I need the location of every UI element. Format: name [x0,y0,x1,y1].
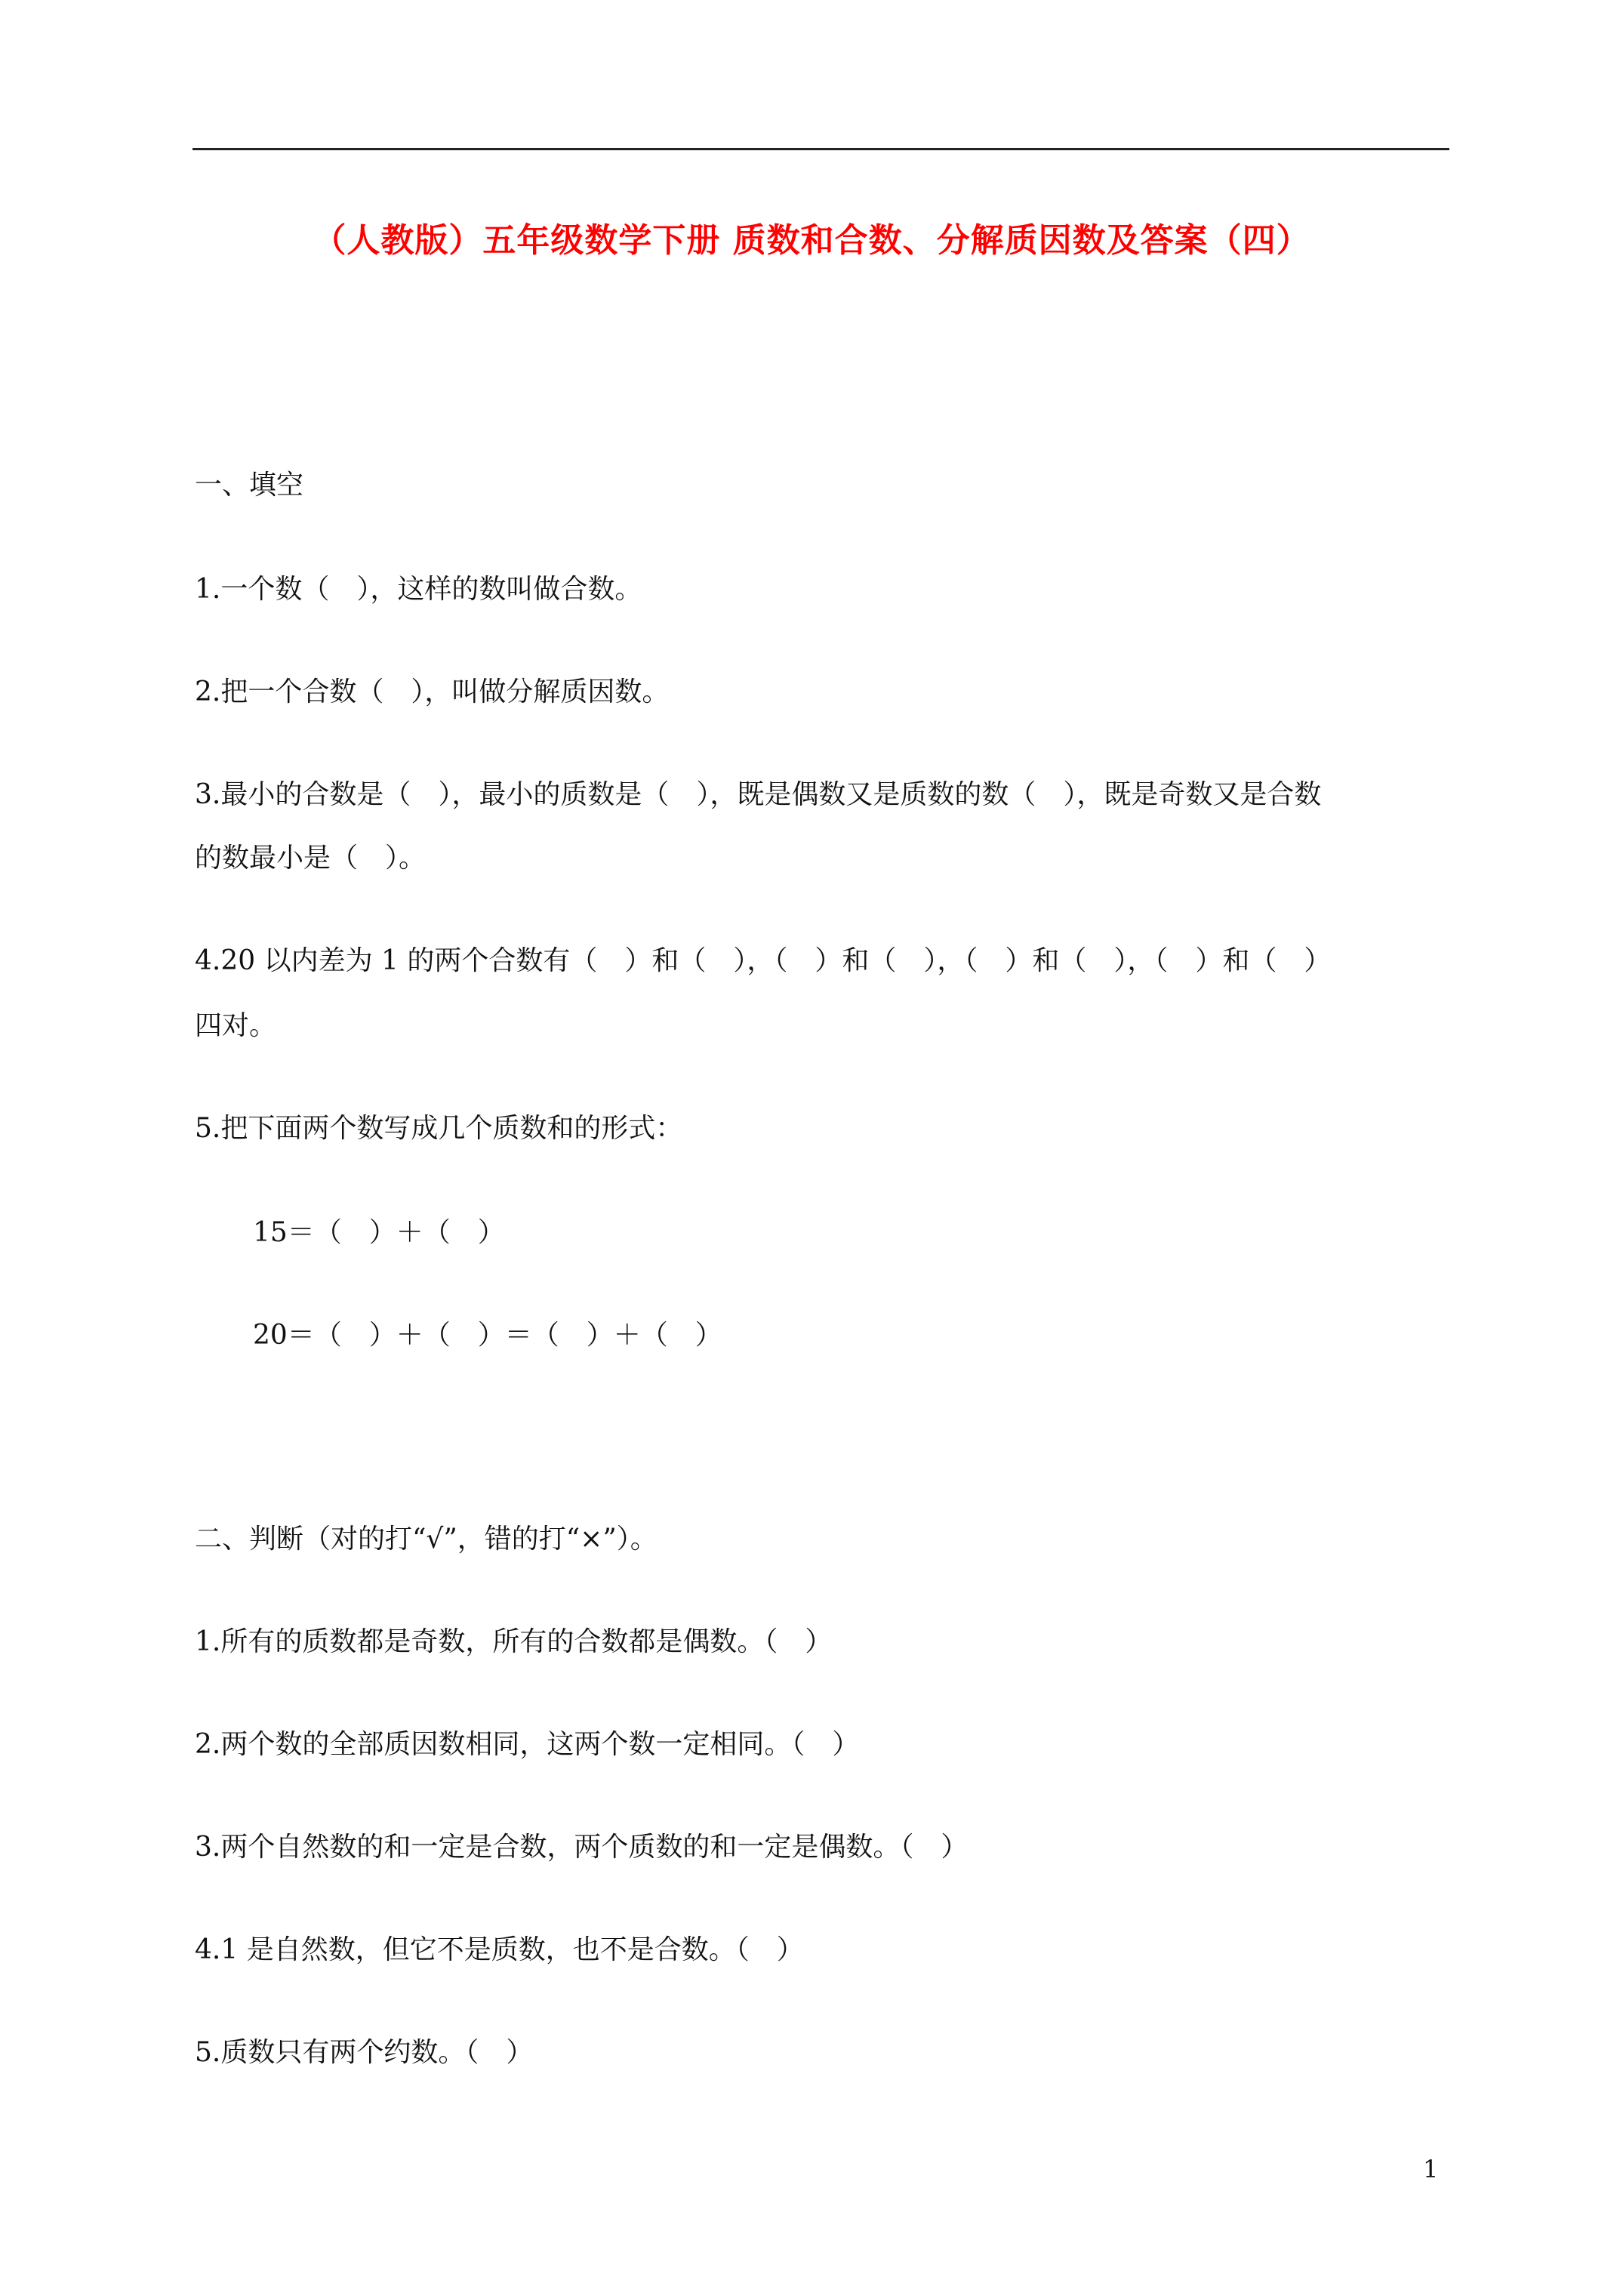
section-heading-true-false: 二、判断（对的打“√”，错的打“×”）。 [195,1524,658,1555]
fill-question-5-item-20: 20＝（ ）＋（ ）＝（ ）＋（ ） [253,1320,722,1351]
fill-question-4-line-2: 四对。 [195,1010,277,1041]
section-heading-fill-blank: 一、填空 [195,470,304,501]
fill-question-3-line-1: 3.最小的合数是（ ），最小的质数是（ ），既是偶数又是质数的数（ ），既是奇数又是合数 [195,779,1322,810]
judge-question-3: 3.两个自然数的和一定是合数，两个质数的和一定是偶数。（ ） [195,1832,969,1863]
fill-question-3-line-2: 的数最小是（ ）。 [195,843,427,874]
page-number: 1 [1423,2155,1439,2184]
fill-question-5-item-15: 15＝（ ）＋（ ） [253,1217,505,1248]
judge-question-4: 4.1 是自然数，但它不是质数，也不是合数。（ ） [195,1934,804,1965]
fill-question-5: 5.把下面两个数写成几个质数和的形式： [195,1113,683,1144]
judge-question-1: 1.所有的质数都是奇数，所有的合数都是偶数。（ ） [195,1626,833,1657]
fill-question-4-line-1: 4.20 以内差为 1 的两个合数有（ ）和（ ），（ ）和（ ），（ ）和（ ），（ ）和（ ） [195,945,1332,976]
judge-question-2: 2.两个数的全部质因数相同，这两个数一定相同。（ ） [195,1729,860,1760]
fill-question-2: 2.把一个合数（ ），叫做分解质因数。 [195,676,670,707]
judge-question-5: 5.质数只有两个约数。（ ） [195,2037,534,2068]
fill-question-1: 1.一个数（ ），这样的数叫做合数。 [195,574,642,605]
document-title: （人教版）五年级数学下册 质数和合数、分解质因数及答案（四） [313,221,1310,260]
header-rule [192,148,1449,150]
